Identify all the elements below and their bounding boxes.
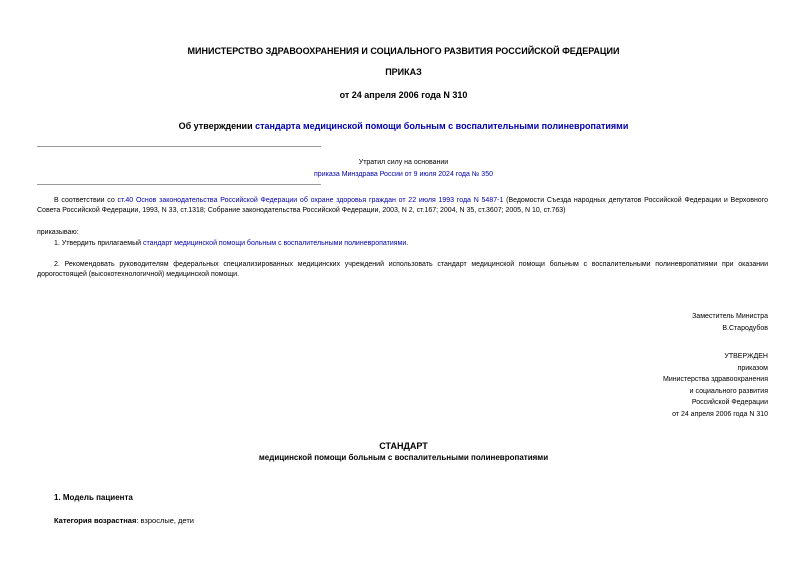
approval-line-2: приказом (737, 364, 768, 372)
section-1-heading: 1. Модель пациента (54, 493, 133, 502)
doc-date-number: от 24 апреля 2006 года N 310 (339, 90, 468, 100)
doc-title-prefix: Об утверждении (178, 121, 256, 131)
item-1-end: . (406, 240, 409, 247)
approval-line-5: Российской Федерации (691, 399, 768, 406)
item-1-standard-link[interactable]: стандарт медицинской помощи больным с воспалительными полиневропатиями (142, 240, 407, 247)
order-word: приказываю: (37, 229, 79, 236)
doc-type: ПРИКАЗ (385, 67, 422, 77)
preamble-rest: (Ведомости Съезда народных депутатов Российской Федерации и Верховного Совета Российской Федерации, 1993, N 33, ст.1318; Собрание законодательства Российской Федерации, 2003, N 2, ст.167; 2004, N 35, ст.3607; 2005, N 10, ст.763) (37, 197, 768, 214)
approval-line-4: и социального развития (689, 387, 768, 395)
category-value: : взрослые, дети (136, 516, 194, 525)
signature-name: В.Стародубов (722, 324, 768, 332)
approval-line-1: УТВЕРЖДЕН (724, 353, 768, 360)
preamble-law-link[interactable]: ст.40 Основ законодательства Российской Федерации об охране здоровья граждан от 22 июля 1993 года N 5487-1 (117, 197, 504, 204)
standard-heading: СТАНДАРТ (379, 441, 428, 451)
item-1 (54, 239, 768, 249)
repeal-note: Утратил силу на основании (358, 159, 449, 166)
signature-position: Заместитель Министра (692, 313, 768, 320)
category-line (54, 516, 194, 525)
category-label: Категория возрастная (54, 516, 137, 525)
doc-title-link[interactable]: стандарта медицинской помощи больным с воспалительными полиневропатиями (255, 121, 629, 131)
ministry-name: МИНИСТЕРСТВО ЗДРАВООХРАНЕНИЯ И СОЦИАЛЬНОГО РАЗВИТИЯ РОССИЙСКОЙ ФЕДЕРАЦИИ (187, 46, 620, 56)
divider-bottom (37, 184, 321, 185)
approval-block (663, 351, 768, 420)
preamble-text: В соответствии со (54, 197, 118, 204)
signature-block (692, 311, 768, 334)
approval-line-6: от 24 апреля 2006 года N 310 (672, 410, 768, 418)
item-1-text: 1. Утвердить прилагаемый (54, 240, 143, 247)
item-2: 2. Рекомендовать руководителям федеральных специализированных медицинских учреждений использовать стандарт медицинской помощи больным с воспалительными полиневропатиями при оказании дорогостоящей (высокотехнологичной) медицинской помощи. (37, 261, 768, 278)
divider-top (37, 146, 321, 147)
preamble-paragraph (37, 196, 768, 216)
standard-subheading: медицинской помощи больным с воспалительными полиневропатиями (258, 453, 549, 462)
approval-line-3: Министерства здравоохранения (663, 376, 768, 383)
doc-title (0, 121, 807, 131)
repeal-link[interactable]: приказа Минздрава России от 9 июля 2024 года № 350 (314, 171, 493, 178)
